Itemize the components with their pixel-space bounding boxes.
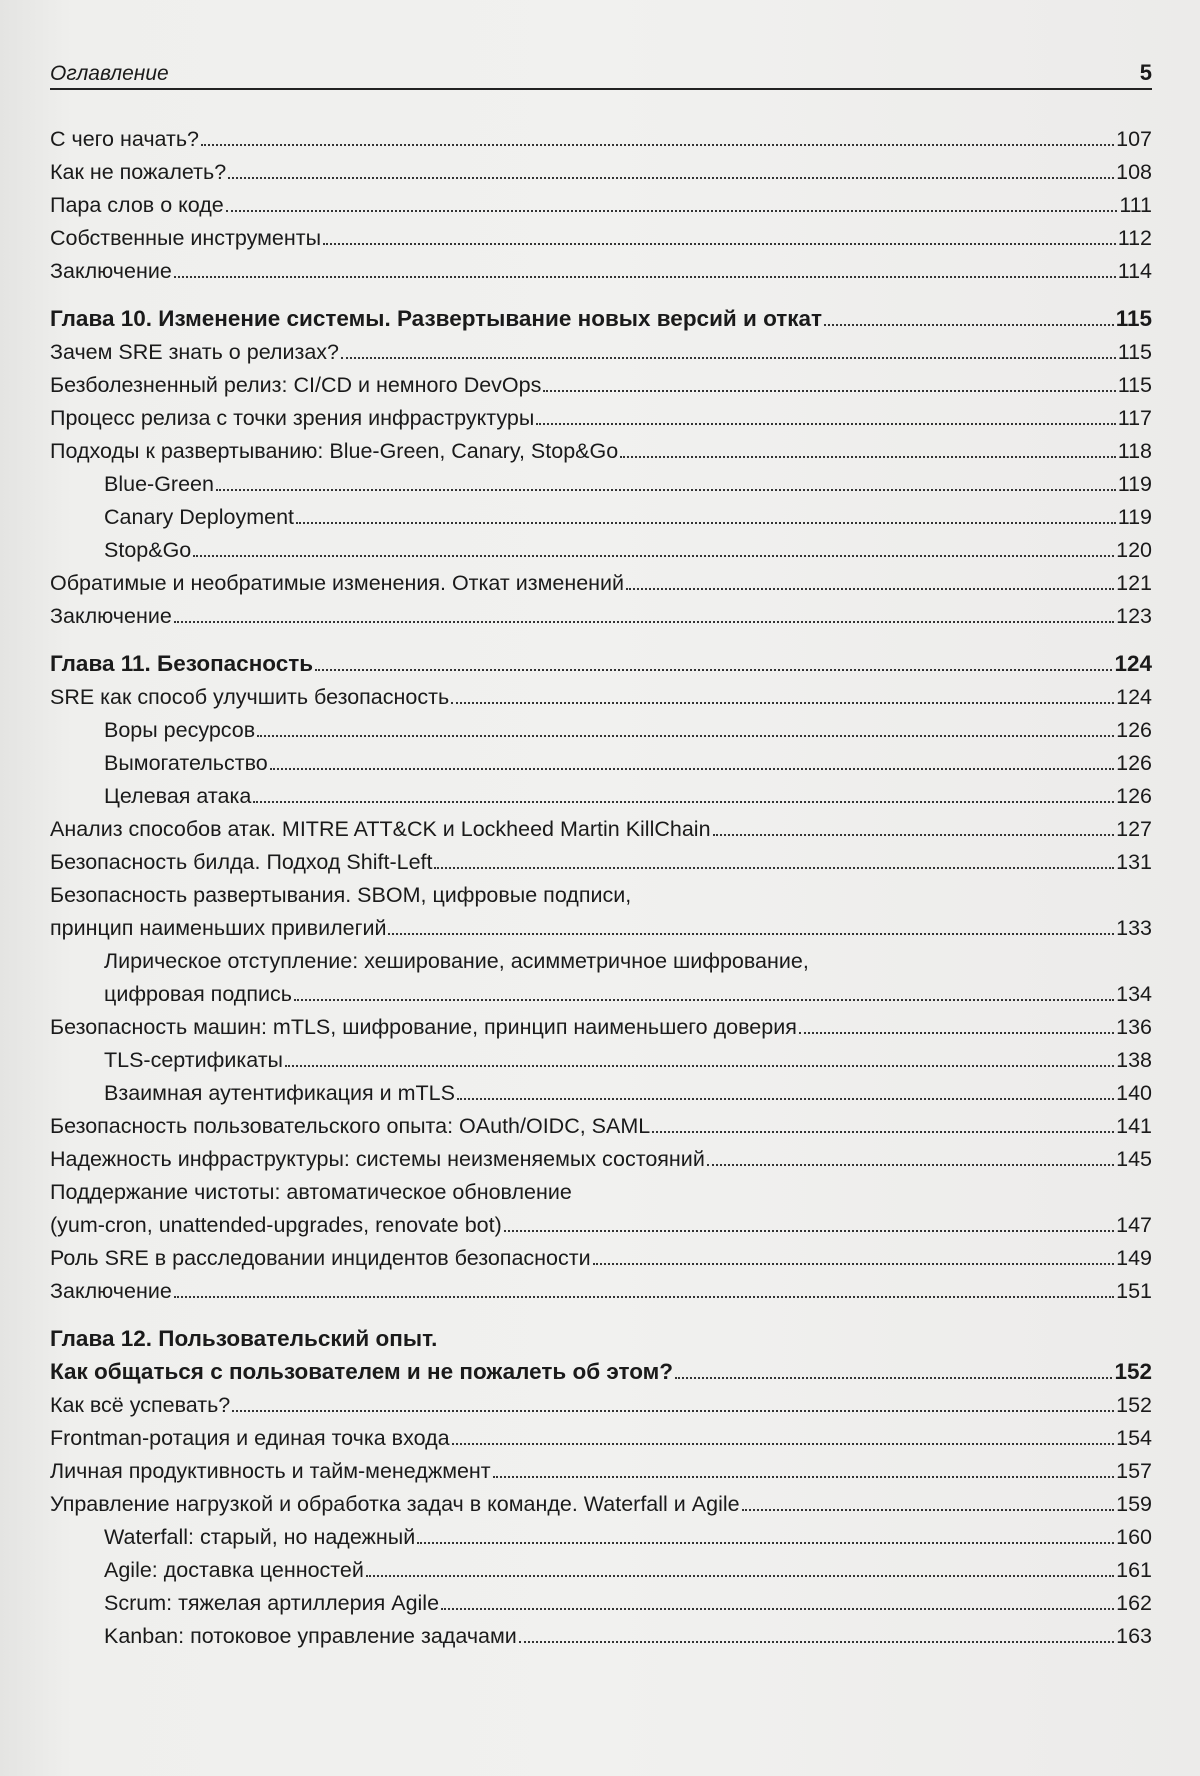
toc-section-page: 115 — [1117, 373, 1152, 397]
toc-chapter-title: Глава 11. Безопасность — [50, 651, 314, 676]
toc-section-row — [50, 563, 1152, 596]
dot-leader — [675, 1377, 1112, 1379]
toc-section-page: 151 — [1116, 1279, 1152, 1303]
toc-section-row — [50, 908, 1152, 941]
dot-leader — [341, 357, 1116, 359]
toc-section-title-line: Безопасность развертывания. SBOM, цифровые подписи, — [50, 883, 632, 907]
toc-section-row — [50, 842, 1152, 875]
toc-section-page: 141 — [1116, 1114, 1152, 1138]
toc-section-page: 121 — [1116, 571, 1152, 595]
toc-subsection-entry — [50, 941, 1152, 1007]
toc-section-page: 115 — [1117, 340, 1152, 364]
dot-leader — [315, 669, 1112, 671]
toc-subsection-row — [50, 743, 1152, 776]
toc-section-title: Как всё успевать? — [50, 1393, 231, 1417]
toc-section-title: Безопасность билда. Подход Shift-Left — [50, 850, 433, 874]
toc-section-row — [50, 251, 1152, 284]
toc-section-row — [50, 1385, 1152, 1418]
toc-subsection-page: 119 — [1117, 505, 1152, 529]
toc-section-entry — [50, 398, 1152, 431]
dot-leader — [713, 834, 1115, 836]
toc-section-row — [50, 218, 1152, 251]
toc-subsection-title: Воры ресурсов — [104, 718, 256, 742]
dot-leader — [519, 1641, 1114, 1643]
toc-subsection-entry — [50, 1550, 1152, 1583]
toc-section-entry — [50, 1007, 1152, 1040]
toc-section-title: (yum-cron, unattended-upgrades, renovate bot) — [50, 1213, 502, 1237]
dot-leader — [536, 423, 1115, 425]
toc-subsection-entry — [50, 710, 1152, 743]
toc-section-page: 152 — [1116, 1393, 1152, 1417]
toc-subsection-row — [50, 1517, 1152, 1550]
toc-section-title: Безболезненный релиз: CI/CD и немного DevOps — [50, 373, 542, 397]
toc-subsection-row — [50, 776, 1152, 809]
toc-subsection-title: Целевая атака — [104, 784, 252, 808]
toc-section-entry — [50, 1238, 1152, 1271]
toc-section-entry — [50, 1418, 1152, 1451]
toc-subsection-title: Waterfall: старый, но надежный — [104, 1525, 416, 1549]
dot-leader — [626, 588, 1114, 590]
toc-section-page: 159 — [1116, 1492, 1152, 1516]
toc-subsection-title: Kanban: потоковое управление задачами — [104, 1624, 517, 1648]
toc-chapter-row — [50, 644, 1152, 677]
toc-subsection-entry — [50, 1040, 1152, 1073]
dot-leader — [493, 1476, 1114, 1478]
dot-leader — [174, 621, 1114, 623]
toc-section-row — [50, 1007, 1152, 1040]
toc-subsection-page: 138 — [1116, 1048, 1152, 1072]
toc-section-entry — [50, 431, 1152, 464]
toc-subsection-entry — [50, 1517, 1152, 1550]
toc-subsection-page: 134 — [1116, 982, 1152, 1006]
toc-chapter-entry — [50, 644, 1152, 677]
toc-section-entry — [50, 842, 1152, 875]
toc-subsection-title: TLS-сертификаты — [104, 1048, 284, 1072]
toc-subsection-page: 126 — [1116, 784, 1152, 808]
toc-subsection-title: Вымогательство — [104, 751, 268, 775]
dot-leader — [451, 702, 1114, 704]
toc-section-page: 123 — [1116, 604, 1152, 628]
dot-leader — [323, 243, 1116, 245]
toc-subsection-page: 126 — [1116, 751, 1152, 775]
dot-leader — [294, 999, 1114, 1001]
toc-section-entry — [50, 1451, 1152, 1484]
toc-subsection-row — [50, 1550, 1152, 1583]
toc-chapter-page: 115 — [1115, 306, 1152, 331]
toc-subsection-row — [50, 710, 1152, 743]
toc-section-title: Безопасность пользовательского опыта: OAuth/OIDC, SAML — [50, 1114, 651, 1138]
toc-section-title: Надежность инфраструктуры: системы неизменяемых состояний — [50, 1147, 705, 1171]
toc-section-row — [50, 1139, 1152, 1172]
toc-subsection-page: 126 — [1116, 718, 1152, 742]
dot-leader — [543, 390, 1115, 392]
toc-section-title: Подходы к развертыванию: Blue-Green, Canary, Stop&Go — [50, 439, 619, 463]
toc-section-page: 157 — [1116, 1459, 1152, 1483]
toc-section-entry — [50, 1139, 1152, 1172]
dot-leader — [799, 1032, 1114, 1034]
toc-chapter-row — [50, 1352, 1152, 1385]
toc-section-page: 149 — [1116, 1246, 1152, 1270]
toc-chapter-entry — [50, 299, 1152, 332]
toc-subsection-entry — [50, 776, 1152, 809]
toc-section-page: 107 — [1116, 127, 1152, 151]
toc-subsection-title: Blue-Green — [104, 472, 214, 496]
dot-leader — [652, 1131, 1114, 1133]
toc-chapter-title: Как общаться с пользователем и не пожалеть об этом? — [50, 1359, 674, 1384]
toc-section-row — [50, 1484, 1152, 1517]
toc-section-row — [50, 431, 1152, 464]
toc-subsection-row — [50, 530, 1152, 563]
toc-subsection-title: Scrum: тяжелая артиллерия Agile — [104, 1591, 440, 1615]
toc-subsection-row — [50, 1583, 1152, 1616]
toc-section-row — [50, 809, 1152, 842]
toc-subsection-title-line: Лирическое отступление: хеширование, асимметричное шифрование, — [104, 949, 809, 973]
toc-subsection-title: цифровая подпись — [104, 982, 292, 1006]
toc-section-title: Заключение — [50, 1279, 172, 1303]
toc-section-entry — [50, 332, 1152, 365]
toc-subsection-entry — [50, 1583, 1152, 1616]
toc-subsection-row — [50, 974, 1152, 1007]
dot-leader — [417, 1542, 1114, 1544]
toc-section-title: С чего начать? — [50, 127, 200, 151]
dot-leader — [824, 324, 1114, 326]
page-number: 5 — [1139, 60, 1152, 85]
toc-subsection-title: Agile: доставка ценностей — [104, 1558, 364, 1582]
dot-leader — [174, 276, 1116, 278]
toc-section-entry — [50, 365, 1152, 398]
toc-section-title: Управление нагрузкой и обработка задач в команде. Waterfall и Agile — [50, 1492, 740, 1516]
dot-leader — [216, 489, 1116, 491]
toc-section-page: 136 — [1116, 1015, 1152, 1039]
dot-leader — [232, 1410, 1114, 1412]
dot-leader — [174, 1296, 1114, 1298]
dot-leader — [296, 522, 1116, 524]
toc-subsection-row — [50, 1073, 1152, 1106]
dot-leader — [285, 1065, 1114, 1067]
toc-section-title: Роль SRE в расследовании инцидентов безопасности — [50, 1246, 591, 1270]
page-header — [50, 52, 1152, 90]
toc-section-title: SRE как способ улучшить безопасность — [50, 685, 450, 709]
toc-section-title: Процесс релиза с точки зрения инфраструктуры — [50, 406, 535, 430]
toc-section-row — [50, 152, 1152, 185]
toc-section-page: 117 — [1117, 406, 1152, 430]
toc-section-page: 108 — [1116, 160, 1152, 184]
toc-subsection-entry — [50, 1073, 1152, 1106]
dot-leader — [742, 1509, 1115, 1511]
dot-leader — [226, 210, 1118, 212]
toc-section-row — [50, 596, 1152, 629]
dot-leader — [366, 1575, 1114, 1577]
toc-section-page: 118 — [1117, 439, 1152, 463]
toc-subsection-page: 163 — [1116, 1624, 1152, 1648]
toc-section-title: Заключение — [50, 604, 172, 628]
toc-section-row — [50, 1205, 1152, 1238]
toc-section-title: Анализ способов атак. MITRE ATT&CK и Lockheed Martin KillChain — [50, 817, 711, 841]
toc-subsection-entry — [50, 1616, 1152, 1649]
toc-chapter-title-line: Глава 12. Пользовательский опыт. — [50, 1326, 438, 1351]
dot-leader — [388, 933, 1114, 935]
toc-section-entry — [50, 875, 1152, 941]
toc-subsection-entry — [50, 743, 1152, 776]
toc-section-title: принцип наименьших привилегий — [50, 916, 387, 940]
toc-section-entry — [50, 114, 1152, 152]
toc-section-entry — [50, 218, 1152, 251]
toc-subsection-page: 119 — [1117, 472, 1152, 496]
toc-subsection-row — [50, 1040, 1152, 1073]
dot-leader — [457, 1098, 1114, 1100]
dot-leader — [201, 144, 1114, 146]
toc-section-title: Безопасность машин: mTLS, шифрование, принцип наименьшего доверия — [50, 1015, 797, 1039]
toc-section-page: 124 — [1116, 685, 1152, 709]
dot-leader — [504, 1230, 1114, 1232]
toc-section-row — [50, 1106, 1152, 1139]
toc-section-title: Как не пожалеть? — [50, 160, 227, 184]
dot-leader — [620, 456, 1116, 458]
toc-section-entry — [50, 185, 1152, 218]
toc-section-entry — [50, 596, 1152, 629]
toc-chapter-row — [50, 299, 1152, 332]
toc-subsection-page: 140 — [1116, 1081, 1152, 1105]
toc-section-page: 111 — [1119, 193, 1152, 217]
toc-section-entry — [50, 677, 1152, 710]
toc-section-page: 154 — [1116, 1426, 1152, 1450]
dot-leader — [228, 177, 1114, 179]
toc-chapter-page: 152 — [1114, 1359, 1152, 1384]
dot-leader — [253, 801, 1114, 803]
toc-section-entry — [50, 1484, 1152, 1517]
toc-section-page: 112 — [1117, 226, 1152, 250]
toc-section-row — [50, 114, 1152, 152]
toc-section-page: 145 — [1116, 1147, 1152, 1171]
toc-subsection-entry — [50, 497, 1152, 530]
toc-section-row — [50, 677, 1152, 710]
toc-section-entry — [50, 1385, 1152, 1418]
toc-section-entry — [50, 1106, 1152, 1139]
toc-section-row — [50, 398, 1152, 431]
toc-section-page: 131 — [1116, 850, 1152, 874]
toc-subsection-row — [50, 497, 1152, 530]
toc-section-entry — [50, 563, 1152, 596]
toc-section-title: Пара слов о коде — [50, 193, 224, 217]
toc-section-entry — [50, 1172, 1152, 1238]
toc-subsection-row — [50, 464, 1152, 497]
toc-section-row — [50, 332, 1152, 365]
toc-section-title: Зачем SRE знать о релизах? — [50, 340, 340, 364]
running-title: Оглавление — [50, 62, 169, 85]
toc-subsection-page: 162 — [1116, 1591, 1152, 1615]
toc-subsection-title: Canary Deployment — [104, 505, 295, 529]
toc-section-title: Личная продуктивность и тайм-менеджмент — [50, 1459, 491, 1483]
dot-leader — [257, 735, 1114, 737]
toc-subsection-entry — [50, 464, 1152, 497]
toc-section-row — [50, 1418, 1152, 1451]
toc-section-entry — [50, 1271, 1152, 1304]
dot-leader — [434, 867, 1114, 869]
toc-subsection-title: Взаимная аутентификация и mTLS — [104, 1081, 455, 1105]
table-of-contents — [50, 114, 1152, 1649]
dot-leader — [441, 1608, 1114, 1610]
toc-section-row — [50, 185, 1152, 218]
toc-section-title-line: Поддержание чистоты: автоматическое обновление — [50, 1180, 572, 1204]
toc-section-page: 114 — [1117, 259, 1152, 283]
toc-section-row — [50, 1238, 1152, 1271]
toc-chapter-entry — [50, 1319, 1152, 1385]
toc-section-entry — [50, 251, 1152, 284]
toc-section-title: Заключение — [50, 259, 172, 283]
dot-leader — [270, 768, 1114, 770]
toc-subsection-page: 161 — [1116, 1558, 1152, 1582]
toc-section-row — [50, 1271, 1152, 1304]
toc-section-entry — [50, 809, 1152, 842]
toc-section-title: Frontman-ротация и единая точка входа — [50, 1426, 450, 1450]
toc-chapter-title: Глава 10. Изменение системы. Развертывание новых версий и откат — [50, 306, 823, 331]
toc-section-title: Обратимые и необратимые изменения. Откат изменений — [50, 571, 625, 595]
toc-section-entry — [50, 152, 1152, 185]
toc-subsection-page: 120 — [1116, 538, 1152, 562]
dot-leader — [193, 555, 1114, 557]
toc-subsection-row — [50, 1616, 1152, 1649]
toc-subsection-page: 160 — [1116, 1525, 1152, 1549]
dot-leader — [593, 1263, 1115, 1265]
toc-section-title: Собственные инструменты — [50, 226, 322, 250]
toc-subsection-title: Stop&Go — [104, 538, 192, 562]
dot-leader — [452, 1443, 1115, 1445]
toc-section-page: 127 — [1116, 817, 1152, 841]
dot-leader — [707, 1164, 1114, 1166]
toc-section-page: 147 — [1116, 1213, 1152, 1237]
toc-section-row — [50, 365, 1152, 398]
toc-chapter-page: 124 — [1114, 651, 1152, 676]
toc-section-page: 133 — [1116, 916, 1152, 940]
toc-section-row — [50, 1451, 1152, 1484]
toc-subsection-entry — [50, 530, 1152, 563]
